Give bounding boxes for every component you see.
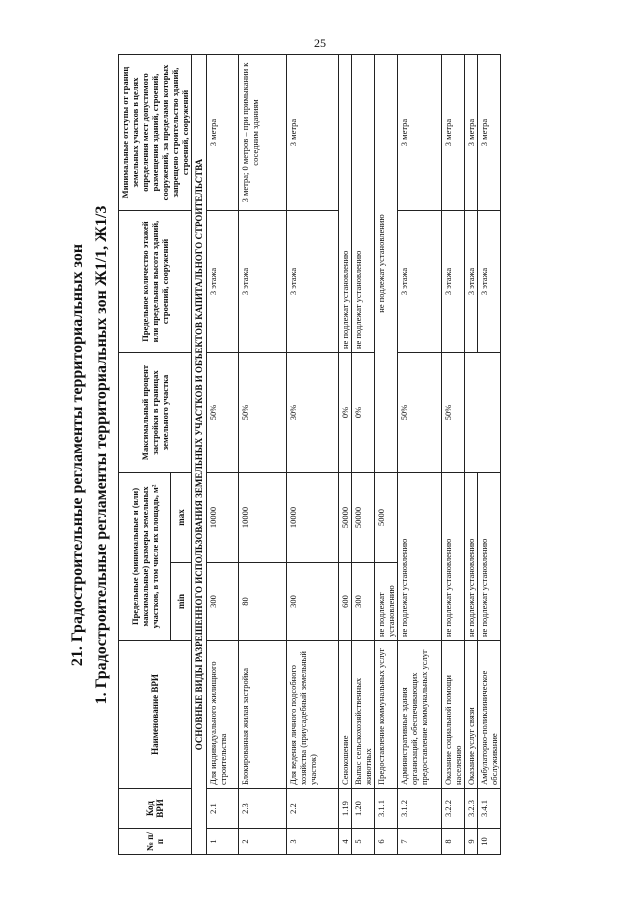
regulations-table [118, 54, 501, 855]
row-num: 5 [352, 829, 375, 855]
row-num: 1 [207, 829, 239, 855]
row-code: 3.4.1 [478, 789, 501, 829]
header-floors: Предельное количество этажей или предельная высота зданий, строений, сооружений [119, 211, 192, 353]
row-num: 9 [465, 829, 478, 855]
row-code: 3.1.2 [398, 789, 442, 829]
row-num: 10 [478, 829, 501, 855]
table-row [375, 55, 398, 855]
row-code: 2.3 [239, 789, 287, 829]
section-heading: 21. Градостроительные регламенты территориальных зон [69, 243, 86, 667]
row-minmax-not-established: не подлежат установлению [465, 473, 478, 641]
section-row [192, 55, 207, 855]
row-num: 8 [442, 829, 465, 855]
rotated-page-content [66, 55, 596, 855]
subsection-heading: 1. Градостроительные регламенты территориальных зон Ж1/1, Ж1/3 [93, 205, 110, 705]
page-number: 25 [314, 36, 326, 50]
row-floors: 3 этажа [207, 211, 239, 353]
row-percent: 50% [442, 353, 465, 473]
row-max: 50000 [352, 473, 375, 563]
row-percent: 50% [207, 353, 239, 473]
header-size-group: Предельные (минимальные и (или) максимальные) размеры земельных участков, в том числе их площадь, м² [119, 473, 171, 641]
row-num: 6 [375, 829, 398, 855]
row-not-established: не подлежат установлению [352, 55, 375, 353]
row-name: Оказание социальной помощи населению [442, 641, 465, 789]
row-percent: 30% [287, 353, 339, 473]
row-min: не подлежат установлению [375, 563, 398, 641]
row-name: Амбулаторно-поликлиническое обслуживание [478, 641, 501, 789]
header-percent: Максимальный процент застройки в границах земельного участка [119, 353, 192, 473]
table-row [339, 55, 352, 855]
row-setback: 3 метра [478, 55, 501, 211]
row-minmax-not-established: не подлежат установлению [398, 473, 442, 641]
row-code: 3.2.3 [465, 789, 478, 829]
row-min: 300 [287, 563, 339, 641]
row-code: 2.2 [287, 789, 339, 829]
row-percent: 50% [239, 353, 287, 473]
row-percent: 0% [339, 353, 352, 473]
header-code: Код ВРИ [119, 789, 192, 829]
row-name: Для индивидуального жилищного строительства [207, 641, 239, 789]
row-max: 50000 [339, 473, 352, 563]
row-min: 300 [352, 563, 375, 641]
row-percent: 0% [352, 353, 375, 473]
row-floors: 3 этажа [442, 211, 465, 353]
row-num: 4 [339, 829, 352, 855]
row-num: 2 [239, 829, 287, 855]
row-min: 80 [239, 563, 287, 641]
row-min: 300 [207, 563, 239, 641]
row-setback: 3 метра; 0 метров – при примыкании к соседним зданиям [239, 55, 287, 211]
row-not-established: не подлежат установлению [339, 55, 352, 353]
row-setback: 3 метра [465, 55, 478, 211]
row-code: 1.20 [352, 789, 375, 829]
row-floors: 3 этажа [287, 211, 339, 353]
row-minmax-not-established: не подлежат установлению [442, 473, 465, 641]
row-name: Блокированная жилая застройка [239, 641, 287, 789]
row-percent-shared [465, 353, 501, 473]
table-row [398, 55, 442, 855]
table-row [287, 55, 339, 855]
row-num: 3 [287, 829, 339, 855]
row-max: 10000 [207, 473, 239, 563]
table-row [442, 55, 465, 855]
header-max: max [171, 473, 192, 563]
row-percent: 50% [398, 353, 442, 473]
row-floors: 3 этажа [398, 211, 442, 353]
row-setback: 3 метра [207, 55, 239, 211]
row-minmax-not-established: не подлежат установлению [478, 473, 501, 641]
row-code: 3.2.2 [442, 789, 465, 829]
row-name: Для ведения личного подсобного хозяйства (приусадебный земельный участок) [287, 641, 339, 789]
row-name: Оказание услуг связи [465, 641, 478, 789]
row-code: 1.19 [339, 789, 352, 829]
row-floors: 3 этажа [239, 211, 287, 353]
table-header-row [119, 55, 171, 855]
row-code: 2.1 [207, 789, 239, 829]
row-setback: 3 метра [442, 55, 465, 211]
row-setback: 3 метра [287, 55, 339, 211]
row-code: 3.1.1 [375, 789, 398, 829]
row-name: Сенокошение [339, 641, 352, 789]
row-min: 600 [339, 563, 352, 641]
header-min: min [171, 563, 192, 641]
header-num: № п/п [119, 829, 192, 855]
row-num: 7 [398, 829, 442, 855]
row-setback: 3 метра [398, 55, 442, 211]
header-name: Наименование ВРИ [119, 641, 192, 789]
row-not-established: не подлежат установлению [375, 55, 398, 473]
section-title: ОСНОВНЫЕ ВИДЫ РАЗРЕШЕННОГО ИСПОЛЬЗОВАНИЯ ЗЕМЕЛЬНЫХ УЧАСТКОВ И ОБЪЕКТОВ КАПИТАЛЬНОГО СТРОИТЕЛЬСТВА [192, 55, 207, 855]
table-row [239, 55, 287, 855]
table-row [352, 55, 375, 855]
row-floors: 3 этажа [478, 211, 501, 353]
row-max: 5000 [375, 473, 398, 563]
row-floors: 3 этажа [465, 211, 478, 353]
header-setback: Минимальные отступы от границ земельных участков в целях определения мест допустимого размещения зданий, строений, сооружений, за пределами которых запрещено строительство зданий, строений, сооружений [119, 55, 192, 211]
row-max: 10000 [287, 473, 339, 563]
row-name: Предоставление коммунальных услуг [375, 641, 398, 789]
row-max: 10000 [239, 473, 287, 563]
row-name: Выпас сельскохозяйственных животных [352, 641, 375, 789]
row-name: Административные здания организаций, обеспечивающих предоставление коммунальных услуг [398, 641, 442, 789]
table-row [207, 55, 239, 855]
table-row [465, 55, 478, 855]
